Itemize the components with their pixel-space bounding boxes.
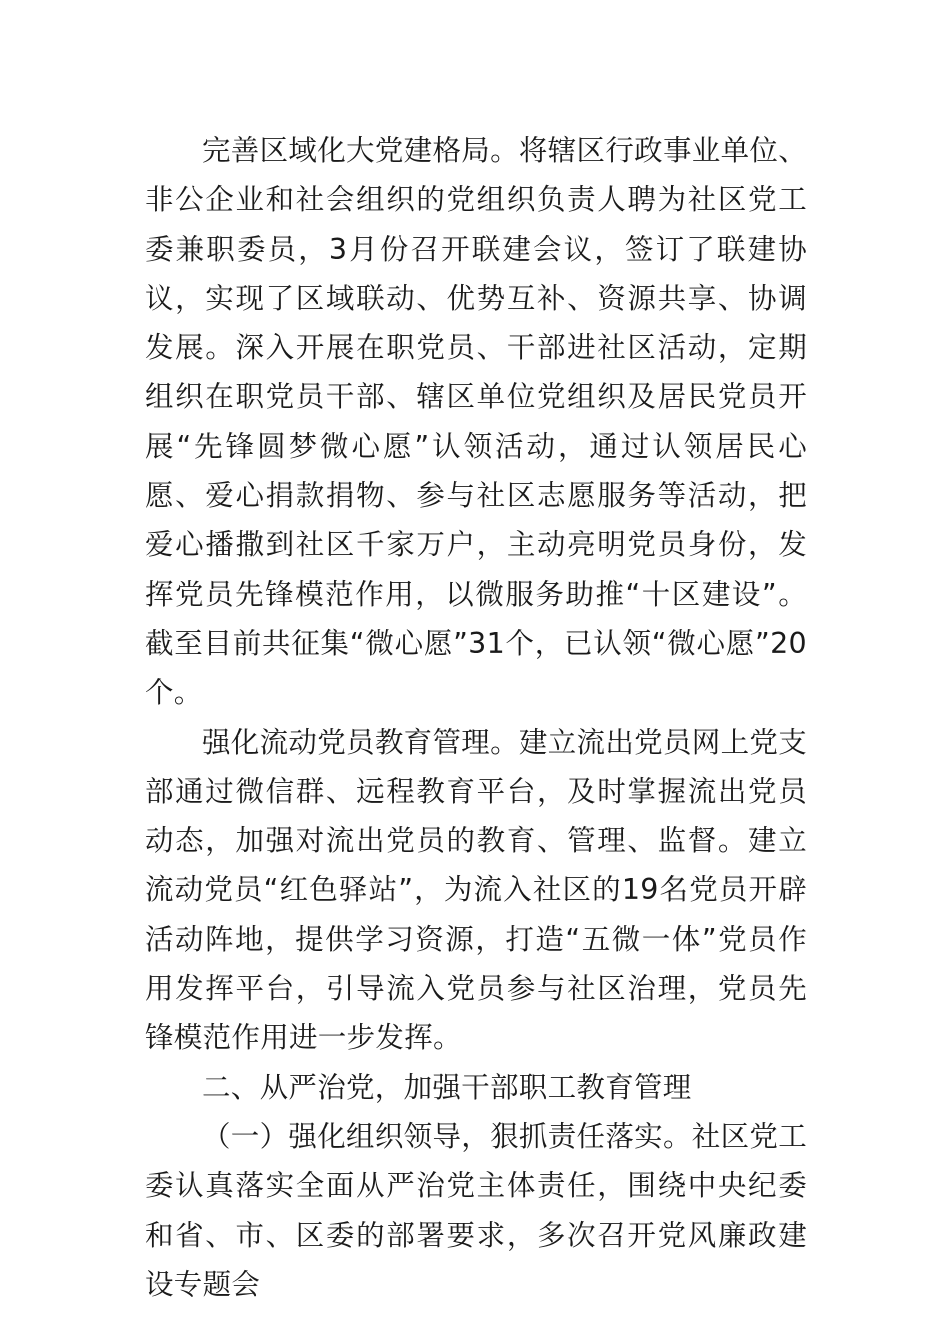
paragraph-regional-party-building: 完善区域化大党建格局。将辖区行政事业单位、非公企业和社会组织的党组织负责人聘为社区党工委兼职委员，3月份召开联建会议，签订了联建协议，实现了区域联动、优势互补、资源共享、协调发展。深入开展在职党员、干部进社区活动，定期组织在职党员干部、辖区单位党组织及居民党员开展“先锋圆梦微心愿”认领活动，通过认领居民心愿、爱心捐款捐物、参与社区志愿服务等活动，把爱心播撒到社区千家万户，主动亮明党员身份，发挥党员先锋模范作用，以微服务助推“十区建设”。截至目前共征集“微心愿”31个，已认领“微心愿”20个。 [145,134,807,710]
document-body [145,126,807,1309]
section-heading-strict-governance: 二、从严治党，加强干部职工教育管理 [202,1070,692,1104]
paragraph-organizational-leadership: （一）强化组织领导，狠抓责任落实。社区党工委认真落实全面从严治党主体责任，围绕中央纪委和省、市、区委的部署要求，多次召开党风廉政建设专题会 [145,1119,807,1301]
paragraph-mobile-party-members: 强化流动党员教育管理。建立流出党员网上党支部通过微信群、远程教育平台，及时掌握流出党员动态，加强对流出党员的教育、管理、监督。建立流动党员“红色驿站”，为流入社区的19名党员开辟活动阵地，提供学习资源，打造“五微一体”党员作用发挥平台，引导流入党员参与社区治理，党员先锋模范作用进一步发挥。 [145,725,807,1055]
